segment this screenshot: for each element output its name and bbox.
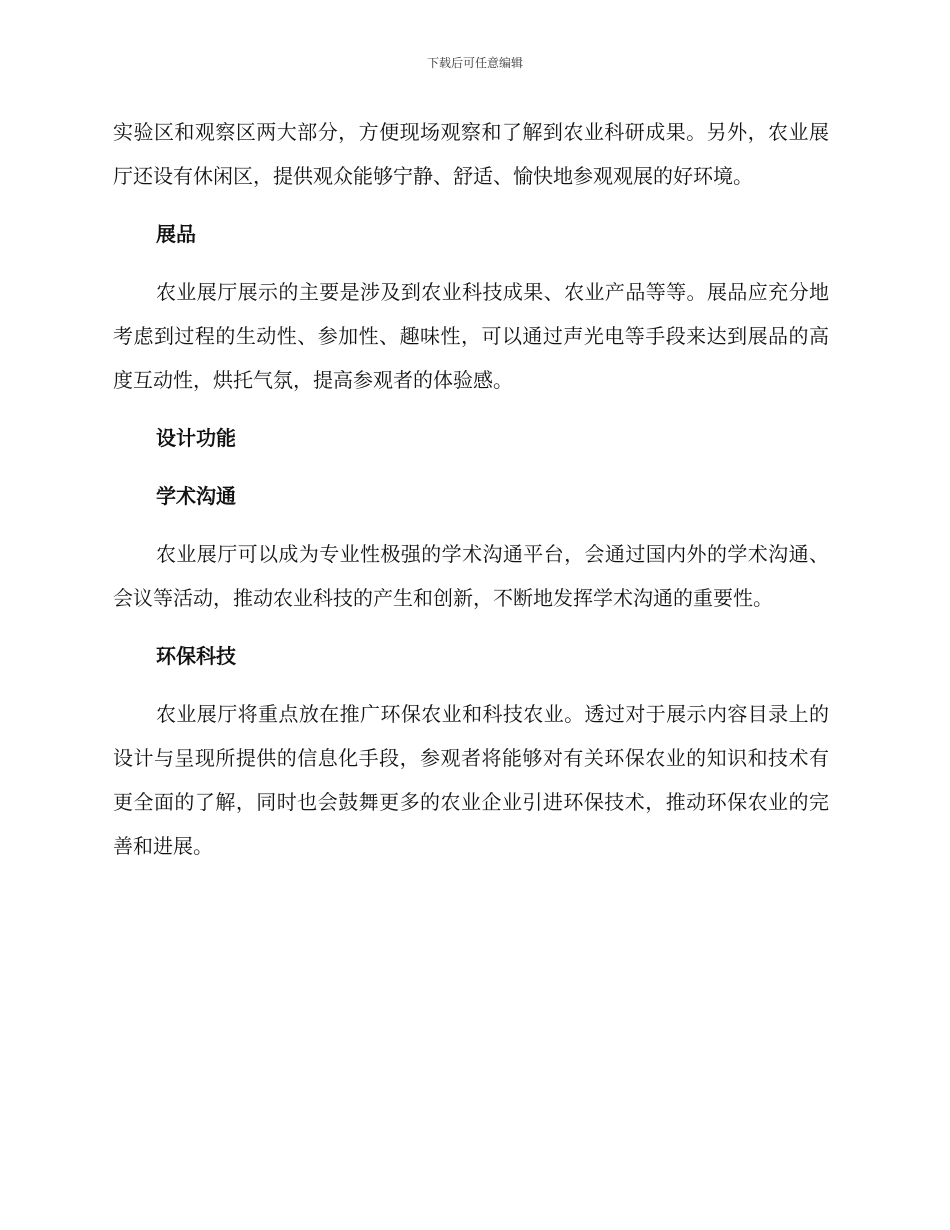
heading-design-functions: 设计功能 <box>156 426 236 450</box>
paragraph-academic-exchange: 农业展厅可以成为专业性极强的学术沟通平台，会通过国内外的学术沟通、会议等活动，推动农业科技的产生和创新，不断地发挥学术沟通的重要性。 <box>113 542 829 610</box>
paragraph-intro: 实验区和观察区两大部分，方便现场观察和了解到农业科研成果。另外，农业展厅还设有休闲区，提供观众能够宁静、舒适、愉快地参观观展的好环境。 <box>113 120 829 188</box>
heading-eco-technology: 环保科技 <box>156 644 236 668</box>
document-body <box>113 110 829 882</box>
paragraph-exhibits: 农业展厅展示的主要是涉及到农业科技成果、农业产品等等。展品应充分地考虑到过程的生动性、参加性、趣味性，可以通过声光电等手段来达到展品的高度互动性，烘托气氛，提高参观者的体验感。 <box>113 280 829 392</box>
page-header: 下载后可任意编辑 <box>426 56 523 70</box>
heading-exhibits: 展品 <box>156 222 196 246</box>
heading-academic-exchange: 学术沟通 <box>156 484 236 508</box>
paragraph-eco-technology: 农业展厅将重点放在推广环保农业和科技农业。透过对于展示内容目录上的设计与呈现所提供的信息化手段，参观者将能够对有关环保农业的知识和技术有更全面的了解，同时也会鼓舞更多的农业企业引进环保技术，推动环保农业的完善和进展。 <box>113 702 829 858</box>
